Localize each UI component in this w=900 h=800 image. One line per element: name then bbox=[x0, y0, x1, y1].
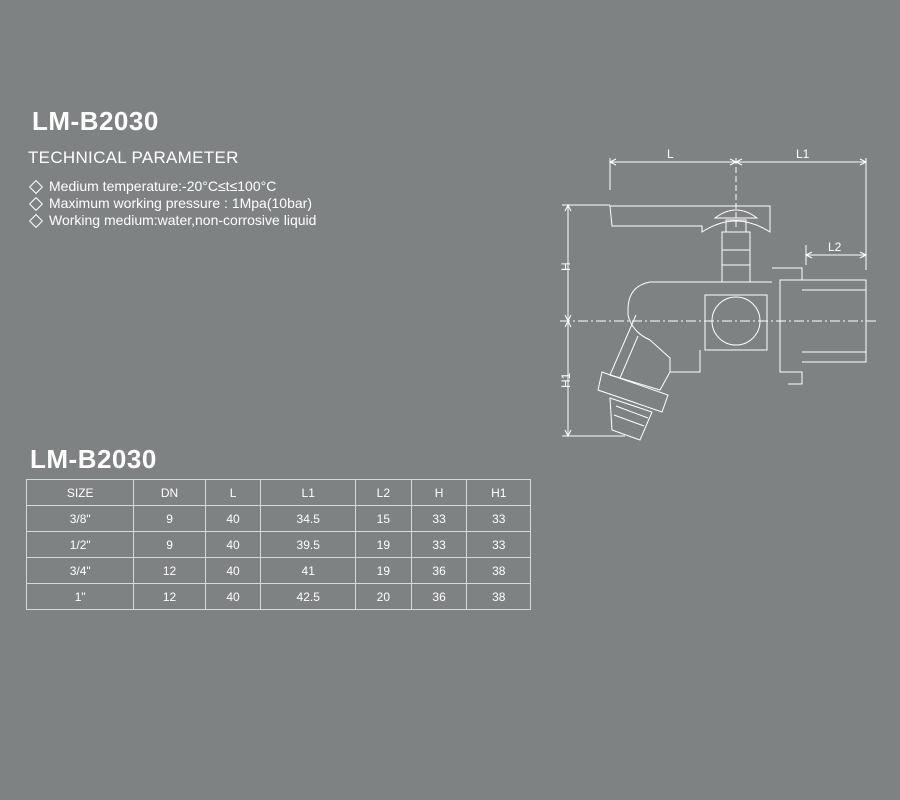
column-header: DN bbox=[134, 480, 205, 506]
table-header-row bbox=[27, 480, 531, 506]
diamond-bullet-icon bbox=[29, 179, 43, 193]
hose-ridge bbox=[616, 406, 648, 418]
spec-list bbox=[28, 178, 316, 229]
table-cell: 40 bbox=[205, 558, 261, 584]
table-row bbox=[27, 532, 531, 558]
table-cell: 3/4" bbox=[27, 558, 134, 584]
hose-ridge bbox=[614, 415, 644, 426]
ball-chamber bbox=[705, 295, 767, 350]
parameter-table bbox=[26, 479, 531, 610]
table-row bbox=[27, 584, 531, 610]
spec-item bbox=[28, 212, 316, 229]
dim-label-L: L bbox=[667, 147, 674, 161]
spec-text: Working medium:water,non-corrosive liquid bbox=[49, 212, 317, 228]
spec-item bbox=[28, 195, 316, 212]
spout-wall bbox=[610, 372, 670, 390]
product-title: LM-B2030 bbox=[32, 106, 159, 136]
table-cell: 39.5 bbox=[261, 532, 356, 558]
spec-text: Maximum working pressure : 1Mpa(10bar) bbox=[49, 195, 312, 211]
column-header: H bbox=[411, 480, 467, 506]
table-cell: 40 bbox=[205, 532, 261, 558]
table-cell: 42.5 bbox=[261, 584, 356, 610]
table-cell: 36 bbox=[411, 584, 467, 610]
dim-label-L1: L1 bbox=[796, 147, 810, 161]
table-cell: 9 bbox=[134, 532, 205, 558]
valve-body bbox=[772, 268, 802, 384]
spec-item bbox=[28, 178, 316, 195]
diamond-bullet-icon bbox=[29, 213, 43, 227]
table-cell: 19 bbox=[355, 532, 411, 558]
hose-tail bbox=[610, 398, 652, 440]
table-cell: 40 bbox=[205, 584, 261, 610]
spout-elbow bbox=[628, 282, 700, 372]
table-cell: 36 bbox=[411, 558, 467, 584]
table-row bbox=[27, 506, 531, 532]
column-header: H1 bbox=[467, 480, 531, 506]
table-cell: 33 bbox=[411, 532, 467, 558]
spec-text: Medium temperature:-20°C≤t≤100°C bbox=[49, 178, 277, 194]
dim-label-L2: L2 bbox=[828, 240, 842, 254]
valve-technical-drawing bbox=[540, 140, 890, 460]
table-cell: 12 bbox=[134, 558, 205, 584]
section-title: TECHNICAL PARAMETER bbox=[28, 148, 239, 167]
table-cell: 12 bbox=[134, 584, 205, 610]
table-cell: 15 bbox=[355, 506, 411, 532]
table-cell: 3/8" bbox=[27, 506, 134, 532]
table-cell: 1" bbox=[27, 584, 134, 610]
table-cell: 1/2" bbox=[27, 532, 134, 558]
spout-wall bbox=[610, 315, 638, 378]
table-cell: 33 bbox=[467, 532, 531, 558]
valve-stem bbox=[722, 232, 750, 282]
table-cell: 20 bbox=[355, 584, 411, 610]
table-cell: 38 bbox=[467, 584, 531, 610]
table-cell: 38 bbox=[467, 558, 531, 584]
column-header: L2 bbox=[355, 480, 411, 506]
table-title: LM-B2030 bbox=[30, 444, 157, 474]
table-row bbox=[27, 558, 531, 584]
dim-label-H: H bbox=[559, 262, 573, 271]
table-cell: 33 bbox=[467, 506, 531, 532]
diamond-bullet-icon bbox=[29, 196, 43, 210]
table-cell: 40 bbox=[205, 506, 261, 532]
column-header: SIZE bbox=[27, 480, 134, 506]
table-cell: 33 bbox=[411, 506, 467, 532]
column-header: L1 bbox=[261, 480, 356, 506]
column-header: L bbox=[205, 480, 261, 506]
table-cell: 34.5 bbox=[261, 506, 356, 532]
table-cell: 41 bbox=[261, 558, 356, 584]
dim-label-H1: H1 bbox=[559, 372, 573, 388]
table-cell: 19 bbox=[355, 558, 411, 584]
table-cell: 9 bbox=[134, 506, 205, 532]
